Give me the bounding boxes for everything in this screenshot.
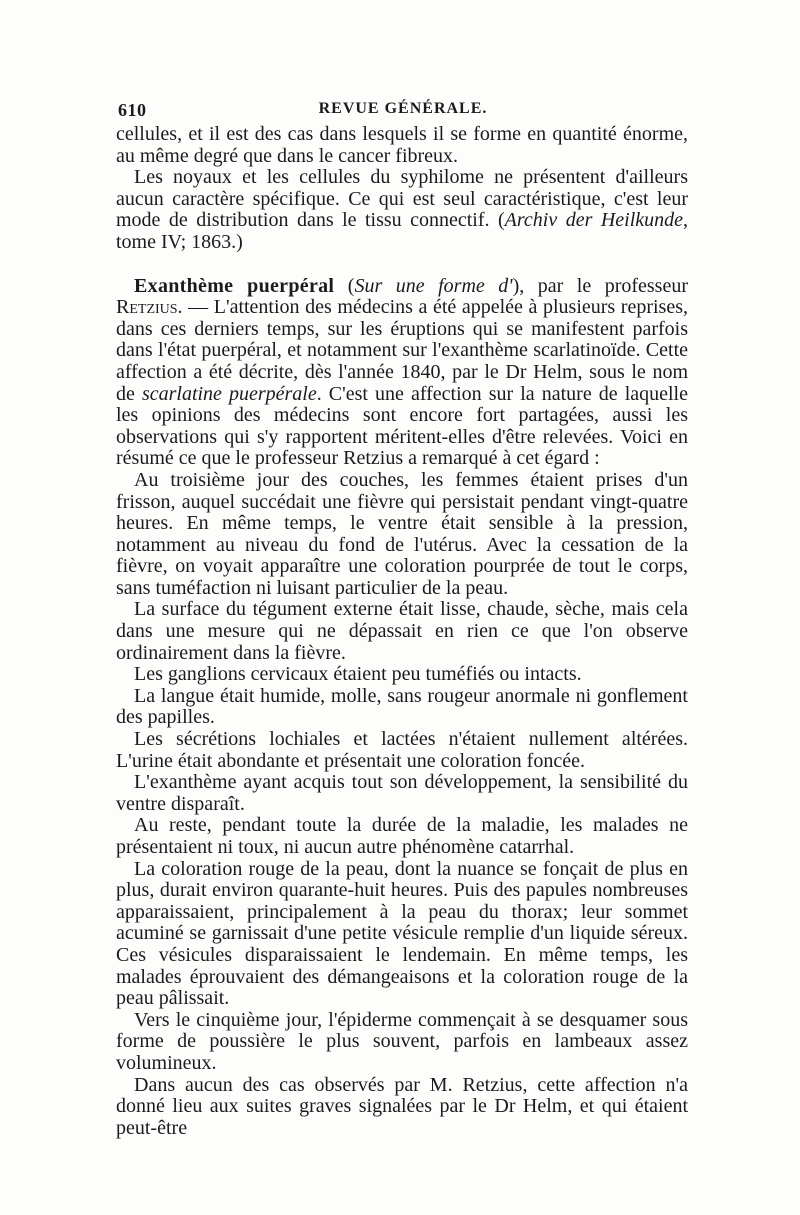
paragraph-text: Les noyaux et les cellules du syphilome ne présentent d'ailleurs aucun caractère spécifique. Ce qui est seul caractéristique, c'est leur mode de distribution dans le tissu connectif. ( [116, 166, 688, 232]
paragraph-citation [116, 167, 688, 253]
article-heading: Exanthème puerpéral [134, 274, 335, 297]
running-head: REVUE GÉNÉRALE. [318, 100, 488, 117]
article-subtitle: Sur une forme d' [354, 274, 513, 297]
subtitle-close: ), par le professeur [512, 274, 688, 297]
paragraph: Au troisième jour des couches, les femmes étaient prises d'un frisson, auquel succédait une fièvre qui persistait pendant vingt-quatre heures. En même temps, le ventre était sensible à la pression, notamment au niveau du fond de l'utérus. Avec la cessation de la fièvre, on voyait apparaître une coloration pourprée de tout le corps, sans tuméfaction ni luisant particulier de la peau. [116, 468, 688, 599]
paragraph: La surface du tégument externe était lisse, chaude, sèche, mais cela dans une mesure qui ne dépassait en rien ce que l'on observe ordinairement dans la fièvre. [116, 598, 688, 664]
article-paragraph [116, 276, 688, 470]
paragraph: Les ganglions cervicaux étaient peu tuméfiés ou intacts. [134, 663, 582, 686]
paragraph: cellules, et il est des cas dans lesquels il se forme en quantité énorme, au même degré que dans le cancer fibreux. [116, 123, 688, 167]
subtitle-open: ( [334, 274, 355, 297]
paragraph-text: — L'attention des médecins a été appelée à plusieurs reprises, dans ces derniers temps, sur les éruptions qui se manifestent parfois dans l'état puerpéral, et notamment sur l'exanthème scarlatinoïde. Cette affection a été décrite, dès l'année 1840, par le Dr Helm, sous le nom de [116, 296, 688, 405]
page-number: 610 [118, 100, 147, 120]
journal-title: Archiv der Heilkunde [504, 209, 684, 232]
author-name: Retzius. [116, 296, 183, 319]
citation-details: , tome IV; 1863.) [116, 209, 689, 253]
paragraph: Dans aucun des cas observés par M. Retzius, cette affection n'a donné lieu aux suites graves signalées par le Dr Helm, et qui étaient peut-être [116, 1073, 688, 1139]
page-header [118, 100, 688, 124]
paragraph: La langue était humide, molle, sans rougeur anormale ni gonflement des papilles. [116, 684, 688, 729]
paragraph: Vers le cinquième jour, l'épiderme commençait à se desquamer sous forme de poussière le plus souvent, parfois en lambeaux assez volumineux. [116, 1008, 688, 1074]
paragraph: La coloration rouge de la peau, dont la nuance se fonçait de plus en plus, durait environ quarante-huit heures. Puis des papules nombreuses apparaissaient, principalement à la peau du thorax; leur sommet acuminé se garnissait d'une petite vésicule remplie d'un liquide séreux. Ces vésicules disparaissaient le lendemain. En même temps, les malades éprouvaient des démangeaisons et la coloration rouge de la peau pâlissait. [116, 857, 688, 1010]
paragraph-text: . C'est une affection sur la nature de laquelle les opinions des médecins sont encore fort partagées, aussi les observations qui s'y rapportent méritent-elles d'être relevées. Voici en résumé ce que le professeur Retzius a remarqué à cet égard : [116, 382, 688, 470]
paragraph: Les sécrétions lochiales et lactées n'étaient nullement altérées. L'urine était abondante et présentait une coloration foncée. [116, 728, 688, 772]
paragraph: L'exanthème ayant acquis tout son développement, la sensibilité du ventre disparaît. [116, 771, 688, 815]
body-text [116, 124, 688, 1139]
italic-term: scarlatine puerpérale [141, 382, 317, 405]
paragraph: Au reste, pendant toute la durée de la maladie, les malades ne présentaient ni toux, ni aucun autre phénomène catarrhal. [116, 814, 688, 858]
